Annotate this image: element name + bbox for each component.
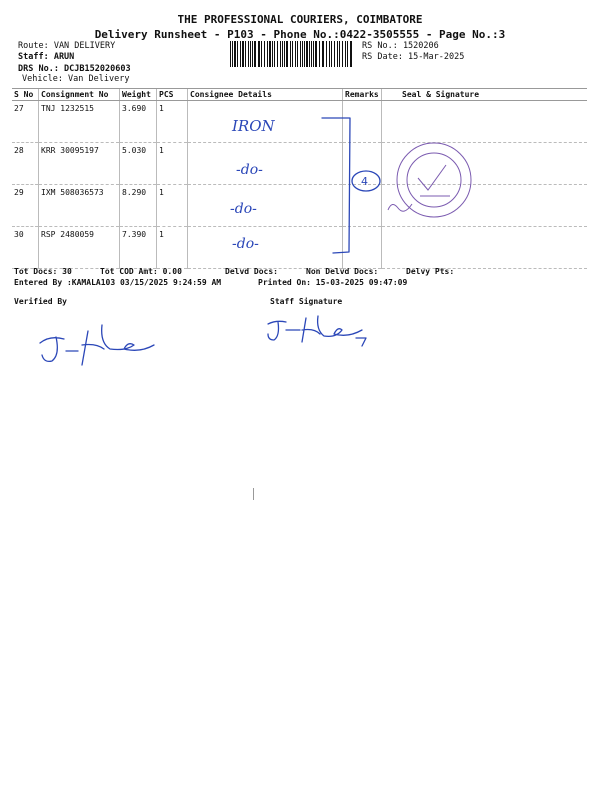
delivered-docs: Delvd Docs: [225, 267, 278, 276]
non-delivered-docs: Non Delvd Docs: [306, 267, 379, 276]
col-header-remarks: Remarks [343, 89, 382, 101]
runsheet-title: Delivery Runsheet - P103 - Phone No.:0422-3505555 - Page No.:3 [94, 28, 506, 41]
handwritten-text: -do- [232, 236, 259, 252]
cell-weight: 3.690 [120, 101, 157, 143]
cell-pcs: 1 [157, 143, 188, 185]
handwritten-text: -do- [236, 162, 263, 178]
company-title: THE PROFESSIONAL COURIERS, COIMBATORE [177, 13, 423, 26]
cell-pcs: 1 [157, 227, 188, 269]
col-header-pcs: PCS [157, 89, 188, 101]
cell-pcs: 1 [157, 101, 188, 143]
cell-weight: 7.390 [120, 227, 157, 269]
cell-sno: 29 [12, 185, 39, 227]
staff-signature [262, 312, 402, 352]
cell-consignment: IXM 508036573 [39, 185, 120, 227]
cell-sno: 28 [12, 143, 39, 185]
delivery-points: Delvy Pts: [406, 267, 455, 276]
cell-sno: 27 [12, 101, 39, 143]
verified-signature [30, 315, 170, 370]
col-header-consignment: Consignment No [39, 89, 120, 101]
cell-weight: 5.030 [120, 143, 157, 185]
cell-sno: 30 [12, 227, 39, 269]
col-header-sno: S No [12, 89, 39, 101]
total-cod: Tot COD Amt: 0.00 [100, 267, 182, 276]
cell-consignment: TNJ 1232515 [39, 101, 120, 143]
vehicle-text: Vehicle: Van Delivery [22, 74, 130, 84]
entered-by: Entered By :KAMALA103 03/15/2025 9:24:59 AM [14, 278, 222, 287]
cell-consignment: RSP 2480059 [39, 227, 120, 269]
seal-stamp [388, 143, 471, 217]
cell-weight: 8.290 [120, 185, 157, 227]
drs-number: DRS No.: DCJB152020603 [18, 64, 131, 74]
rs-number: RS No.: 1520206 [362, 41, 439, 51]
cell-consignment: KRR 30095197 [39, 143, 120, 185]
handwritten-text: -do- [230, 201, 257, 217]
handwritten-text: IRON [232, 117, 275, 135]
staff-signature-label: Staff Signature [270, 297, 343, 306]
col-header-seal: Seal & Signature [382, 89, 588, 101]
printed-on: Printed On: 15-03-2025 09:47:09 [258, 278, 408, 287]
handwriting-overlay [0, 0, 600, 300]
route-text: Route: VAN DELIVERY [18, 41, 116, 51]
circled-note-number: 4 [361, 175, 368, 188]
cell-pcs: 1 [157, 185, 188, 227]
col-header-weight: Weight [120, 89, 157, 101]
rs-date: RS Date: 15-Mar-2025 [362, 52, 465, 62]
col-header-consignee: Consignee Details [188, 89, 343, 101]
total-docs: Tot Docs: 30 [14, 267, 72, 276]
bracket-mark [322, 118, 350, 253]
stray-mark [253, 488, 254, 500]
verified-by-label: Verified By [14, 297, 67, 306]
staff-text: Staff: ARUN [18, 52, 75, 62]
